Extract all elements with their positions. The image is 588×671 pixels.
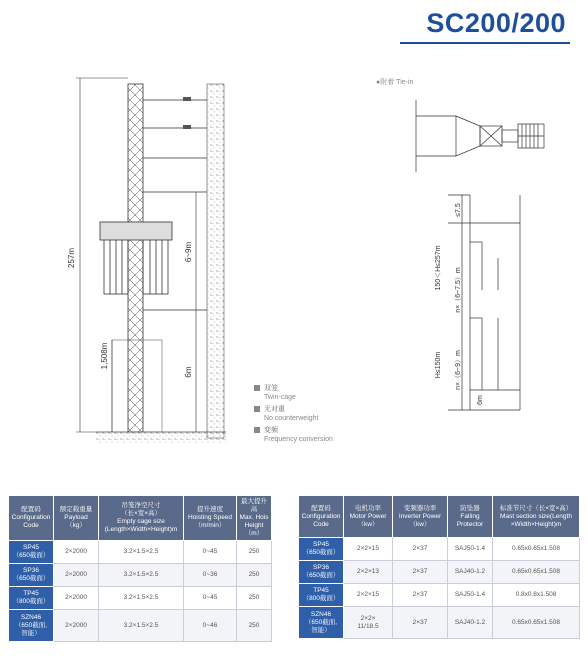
dim-top-gap: ≤7.5 — [455, 203, 462, 217]
dim-upper-range: 150＜H≤257m — [435, 245, 442, 291]
tie-in-plan — [416, 100, 544, 172]
tie-ins — [143, 100, 207, 310]
ground — [96, 432, 226, 444]
spec-table-left — [8, 495, 272, 642]
tie-in-label: ●附着 Tie-in — [376, 79, 414, 86]
legend-marker — [254, 385, 260, 391]
dim-lower-n: n×（6~9）m — [455, 350, 462, 390]
table-row: SP36 （650截面） 2×2×13 2×37 SAJ40-1.2 0.65x0.65x1.508 — [299, 561, 580, 584]
table-row: SZN46 （650截面, 智能） 2×2000 3.2×1.5×2.5 0~46 250 — [9, 610, 272, 642]
legend-no-counterweight: 无对重 No counterweight — [254, 405, 318, 423]
col-header: 额定载重量 Payload （kg） — [54, 496, 99, 541]
table-row: SP36 （650截面） 2×2000 3.2×1.5×2.5 0~36 250 — [9, 564, 272, 587]
col-header: 配置码 Configuration Code — [299, 496, 344, 538]
col-header: 最大提升高 Max. Hois Height（m） — [237, 496, 272, 541]
col-header: 变频器功率 Inverter Power （kw） — [393, 496, 448, 538]
legend-marker — [254, 427, 260, 433]
dim-upper-span: 6~9m — [184, 241, 193, 263]
table-row: SP45 （650截面） 2×2×15 2×37 SAJ50-1.4 0.65x0.65x1.508 — [299, 538, 580, 561]
building-wall — [207, 84, 224, 438]
top-brackets — [183, 97, 191, 129]
table-row: TP45 （800截面） 2×2000 3.2×1.5×2.5 0~45 250 — [9, 587, 272, 610]
legend-marker — [254, 406, 260, 412]
col-header: 防坠器 Falling Protector — [448, 496, 493, 538]
dim-lower-span: 6m — [184, 366, 193, 378]
dim-lower-range: H≤150m — [435, 351, 442, 379]
dim-cage-height: 1,508m — [100, 342, 109, 370]
page-title: SC200/200 — [426, 8, 566, 38]
legend-twin-cage: 双笼 Twin-cage — [254, 384, 296, 402]
mast — [128, 84, 143, 432]
table-row: TP45 （800截面） 2×2×15 2×37 SAJ50-1.4 0.8x0.8x1.508 — [299, 584, 580, 607]
col-header: 标准节尺寸（长×宽×高） Mast section size(Length ×Width×Height)m — [493, 496, 580, 538]
col-header: 提升速度 Hoisting Speed （m/min） — [184, 496, 237, 541]
dim-bottom: 6m — [477, 395, 484, 405]
col-header: 配置码 Configuration Code — [9, 496, 54, 541]
spec-table-right — [298, 495, 580, 639]
table-row: SP45 （650截面） 2×2000 3.2×1.5×2.5 0~45 250 — [9, 541, 272, 564]
dim-upper-n: n×（6~7.5）m — [455, 267, 462, 313]
table-row: SZN46 （650截面, 智能） 2×2× 11/18.5 2×37 SAJ40-1.2 0.65x0.65x1.508 — [299, 607, 580, 639]
col-header: 电机功率 Motor Power （kw） — [344, 496, 393, 538]
dim-total-height: 257m — [67, 247, 76, 269]
legend-frequency: 变频 Frequency conversion — [254, 426, 333, 444]
col-header: 吊笼净空尺寸 （长×宽×高） Empty cage size (Length×Width×Height)m — [99, 496, 184, 541]
